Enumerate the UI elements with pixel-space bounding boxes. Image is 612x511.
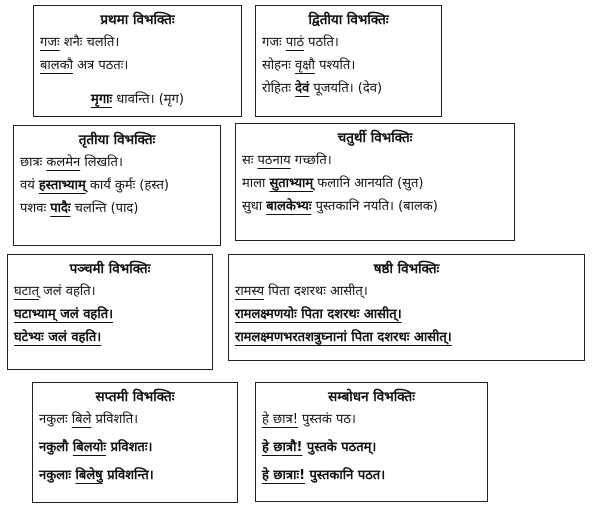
sentence-text: पश्यति। (314, 58, 356, 73)
example-sentence (14, 328, 206, 348)
highlighted-word: देवं (295, 81, 310, 96)
sentence-text: पशवः (20, 201, 51, 216)
highlighted-word: घटेभ्यः जलं वहति। (14, 330, 102, 345)
example-sentence (262, 466, 481, 486)
sentence-text: सोहनः (262, 58, 296, 73)
example-sentence (40, 90, 235, 110)
box-title: तृतीया विभक्तिः (78, 132, 156, 148)
sentence-text: सः (242, 153, 258, 168)
box-title: द्वितीया विभक्तिः (308, 12, 389, 28)
sentence-text: नकुलः (39, 412, 72, 427)
highlighted-word: वृक्षौ (295, 58, 315, 73)
example-sentence (262, 410, 481, 430)
sentence-text: जलं वहति। (39, 284, 96, 299)
highlighted-word: बिलयोः (72, 440, 107, 455)
dvitiya-vibhakti-box (255, 5, 442, 117)
example-sentence (235, 328, 578, 348)
sentence-text: पठति। (304, 35, 339, 50)
highlighted-word: गजः (40, 35, 60, 50)
box-title: षष्ठी विभक्तिः (373, 261, 440, 277)
example-sentence (262, 438, 481, 458)
sentence-text: कार्यं कुर्मः (हस्त) (85, 178, 169, 193)
box-title: सम्बोधन विभक्तिः (328, 389, 415, 405)
highlighted-word: बिलेषु (75, 468, 103, 483)
box-title: प्रथमा विभक्तिः (100, 12, 175, 28)
highlighted-word: कलमेन (46, 155, 81, 170)
sentence-text: फलानि आनयति (सुत) (313, 176, 424, 191)
example-sentence (40, 33, 235, 53)
example-sentence (242, 151, 508, 171)
highlighted-word: घटात् (14, 284, 40, 299)
chaturthi-vibhakti-box (235, 123, 515, 241)
sentence-text: शनैः चलति। (59, 35, 120, 50)
box-title: सप्तमी विभक्तिः (95, 389, 175, 405)
example-sentence (20, 176, 214, 196)
sentence-text: नकुलाः (39, 468, 76, 483)
example-sentence (262, 79, 435, 99)
box-title: पञ्चमी विभक्तिः (69, 261, 151, 277)
panchami-vibhakti-box (7, 254, 213, 370)
example-sentence (39, 438, 231, 458)
example-sentence (262, 33, 435, 53)
sentence-text: माला (242, 176, 270, 191)
example-sentence (40, 56, 235, 76)
example-sentence (39, 410, 231, 430)
example-sentence (262, 56, 435, 76)
highlighted-word: रामलक्ष्मणभरतशत्रुघ्नानां पिता दशरथः आसीत्। (235, 330, 452, 345)
sentence-text: अत्र पठतः। (72, 58, 129, 73)
highlighted-word: घटाभ्याम् जलं वहति। (14, 307, 114, 322)
sentence-text: रोहितः (262, 81, 296, 96)
sentence-text: धावन्ति। (मृग) (112, 92, 184, 107)
box-title: चतुर्थी विभक्तिः (337, 130, 413, 146)
sentence-text: पुस्तकानि नयति। (बालक) (311, 199, 438, 214)
highlighted-word: पाठं (285, 35, 305, 50)
sentence-text: प्रविशति। (91, 412, 139, 427)
example-sentence (242, 174, 508, 194)
sentence-text: प्रविशतः। (106, 440, 153, 455)
example-sentence (235, 282, 578, 302)
example-sentence (14, 282, 206, 302)
sentence-text: नकुलौ (39, 440, 73, 455)
sentence-text: गच्छति। (290, 153, 332, 168)
example-sentence (14, 305, 206, 325)
prathama-vibhakti-box (33, 5, 242, 117)
example-sentence (20, 153, 214, 173)
sentence-text: पुस्तकं पठ। (297, 412, 356, 427)
sentence-text: वयं (20, 178, 39, 193)
example-sentence (242, 197, 508, 217)
highlighted-word: पठनाय (257, 153, 291, 168)
highlighted-word: बालकेभ्यः (266, 199, 312, 214)
sentence-text: छात्रः (20, 155, 47, 170)
highlighted-word: सुताभ्याम् (269, 176, 314, 191)
sentence-text: चलन्ति (पाद) (70, 201, 139, 216)
example-sentence (39, 466, 231, 486)
highlighted-word: हे छात्र! (262, 412, 298, 427)
highlighted-word: मृगाः (91, 92, 113, 107)
sentence-text: प्रविशन्ति। (102, 468, 154, 483)
highlighted-word: हस्ताभ्याम् (38, 178, 86, 193)
highlighted-word: बालकौ (40, 58, 73, 73)
example-sentence (20, 199, 214, 219)
sambodhan-vibhakti-box (255, 382, 488, 502)
highlighted-word: बिले (71, 412, 92, 427)
shashthi-vibhakti-box (228, 254, 585, 361)
sentence-text: पुस्तकानि पठत। (305, 468, 386, 483)
highlighted-word: हे छात्रौ! (262, 440, 303, 455)
sentence-text: पिता दशरथः आसीत्। (264, 284, 368, 299)
sentence-text: पूजयति। (देव) (309, 81, 383, 96)
highlighted-word: रामलक्ष्मणयोः पिता दशरथः आसीत्। (235, 307, 402, 322)
saptami-vibhakti-box (32, 382, 238, 503)
highlighted-word: हे छात्राः! (262, 468, 306, 483)
sentence-text: गजः (262, 35, 286, 50)
sentence-text: लिखति। (80, 155, 123, 170)
sentence-text: पुस्तके पठतम्। (302, 440, 377, 455)
example-sentence (235, 305, 578, 325)
highlighted-word: पादैः (50, 201, 71, 216)
tritiya-vibhakti-box (13, 125, 221, 246)
highlighted-word: रामस्य (235, 284, 265, 299)
sentence-text: सुधा (242, 199, 267, 214)
